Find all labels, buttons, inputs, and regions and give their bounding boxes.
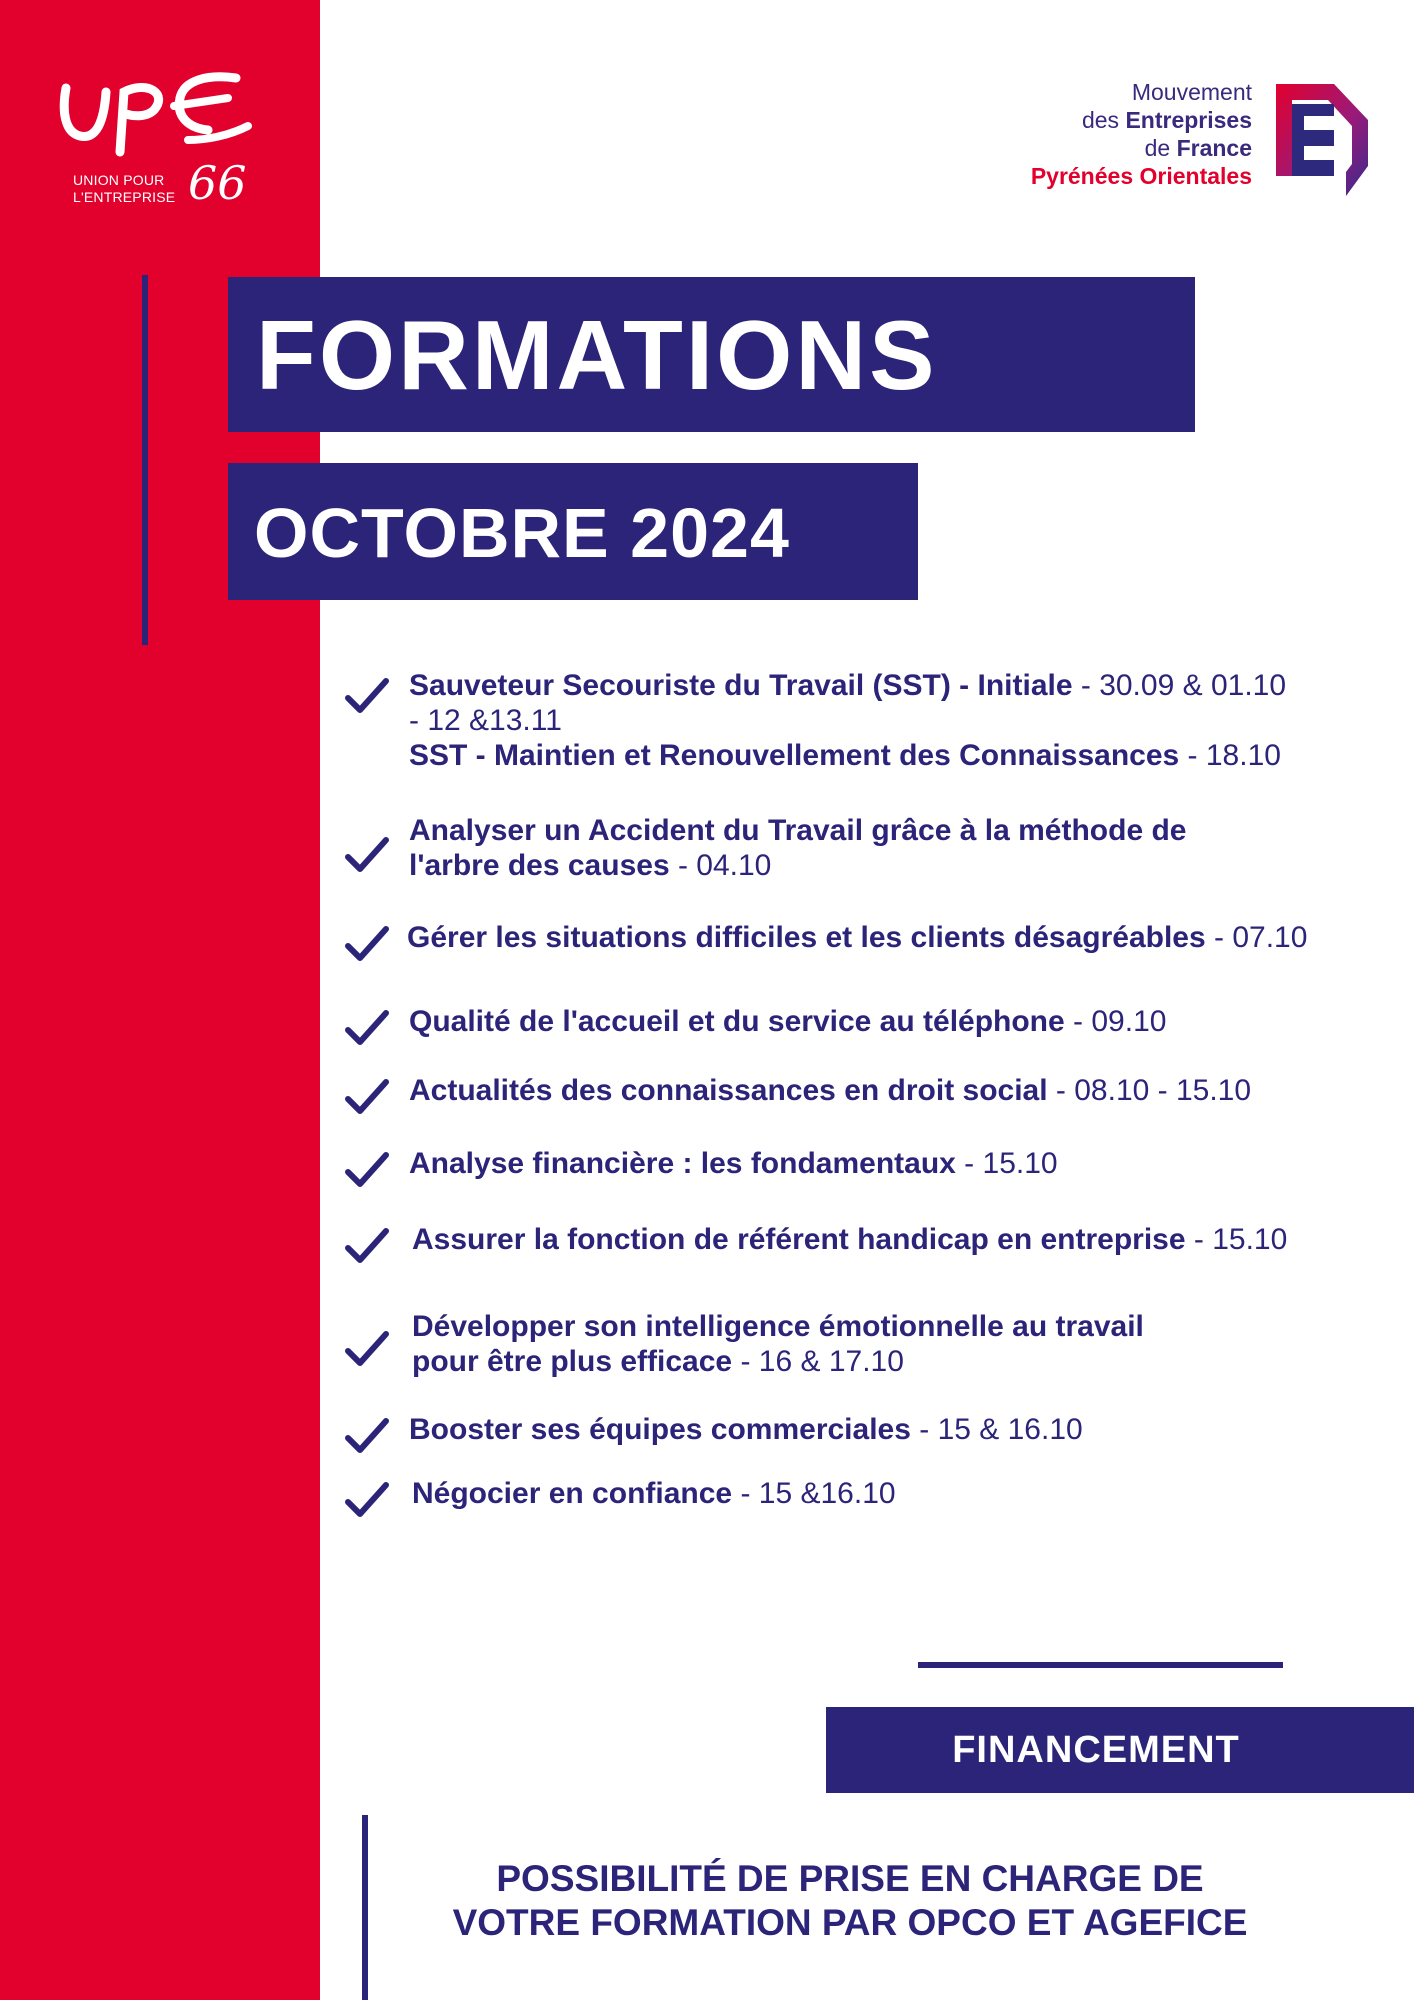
list-item-dates: - 15.10 [1185,1223,1288,1256]
list-item-dates: - 30.09 & 01.10 [1072,669,1287,702]
checkmark-icon [345,1480,389,1520]
medef-region: Pyrénées Orientales [1030,163,1252,189]
page-title: FORMATIONS [256,300,938,410]
upe66-logo [58,70,268,220]
list-item-title: Assurer la fonction de référent handicap en entreprise [412,1223,1186,1256]
upe-line2: L'ENTREPRISE [73,189,176,205]
list-item-title: Gérer les situations difficiles et les clients désagréables [407,921,1206,954]
checkmark-icon [345,1329,389,1369]
list-item-dates: - 15.10 [955,1147,1058,1180]
list-item-title-2: pour être plus efficace [412,1345,733,1378]
checkmark-icon [345,924,389,964]
checkmark-icon [345,1226,389,1266]
list-item-text [409,1412,1399,1447]
list-item-dates: - 07.10 [1205,921,1308,954]
list-item-title: Développer son intelligence émotionnelle au travail [412,1310,1144,1343]
medef-logo [952,78,1372,198]
medef-text [1031,78,1252,190]
title-accent-bar [142,275,148,645]
list-item-title: Booster ses équipes commerciales [409,1413,911,1446]
list-item-title: Sauveteur Secouriste du Travail (SST) - Initiale [409,669,1073,702]
list-item-title: Analyser un Accident du Travail grâce à la méthode de [409,814,1187,847]
list-item-subtitle: SST - Maintien et Renouvellement des Connaissances [409,739,1180,772]
financing-accent-bar [362,1815,368,2000]
list-item-title: Actualités des connaissances en droit social [409,1074,1048,1107]
list-item-dates: - 08.10 - 15.10 [1047,1074,1252,1107]
checkmark-icon [345,1077,389,1117]
financing-label: FINANCEMENT [952,1729,1240,1771]
divider-line [918,1662,1283,1668]
list-item-text [412,1309,1402,1379]
checkmark-icon [345,1008,389,1048]
checkmark-icon [345,1416,389,1456]
financing-line2: VOTRE FORMATION PAR OPCO ET AGEFICE [452,1902,1248,1943]
list-item-title: Analyse financière : les fondamentaux [409,1147,956,1180]
list-item-text [409,1073,1399,1108]
list-item-title-2: l'arbre des causes [409,849,670,882]
checkmark-icon [345,835,389,875]
list-item-dates: - 15 & 16.10 [910,1413,1083,1446]
list-item-text [409,1146,1399,1181]
medef-line3a: de [1144,135,1177,161]
list-item-text [409,813,1399,883]
list-item-text [409,668,1399,773]
title-banner [228,277,1195,432]
checkmark-icon [345,676,389,716]
checkmark-icon [345,1150,389,1190]
financing-banner [826,1707,1414,1793]
month-banner [228,463,918,600]
upe-number: 66 [188,156,247,210]
list-item-text [412,1222,1402,1257]
medef-line2b: Entreprises [1125,107,1252,133]
list-item-title: Qualité de l'accueil et du service au téléphone [409,1005,1065,1038]
list-item-dates: - 16 & 17.10 [732,1345,904,1378]
page-month: OCTOBRE 2024 [254,494,790,572]
medef-line3b: France [1176,135,1252,161]
list-item-dates: - 09.10 [1064,1005,1167,1038]
financing-line1: POSSIBILITÉ DE PRISE EN CHARGE DE [496,1858,1204,1899]
list-item-dates-extra: - 12 &13.11 [409,704,562,737]
list-item-title: Négocier en confiance [412,1477,733,1510]
medef-line1: Mouvement [1131,79,1252,105]
list-item-text [412,1476,1402,1511]
list-item-dates: - 04.10 [669,849,772,882]
list-item-dates: - 15 &16.10 [732,1477,896,1510]
medef-line2a: des [1081,107,1126,133]
list-item-subdates: - 18.10 [1179,739,1281,772]
medef-e-logo-icon [1272,80,1372,198]
upe-subtitle [73,172,175,206]
upe-mark-icon [58,70,258,170]
list-item-text [409,1004,1399,1039]
financing-text [400,1857,1300,1945]
upe-line1: UNION POUR [73,172,165,188]
list-item-text [407,920,1397,955]
